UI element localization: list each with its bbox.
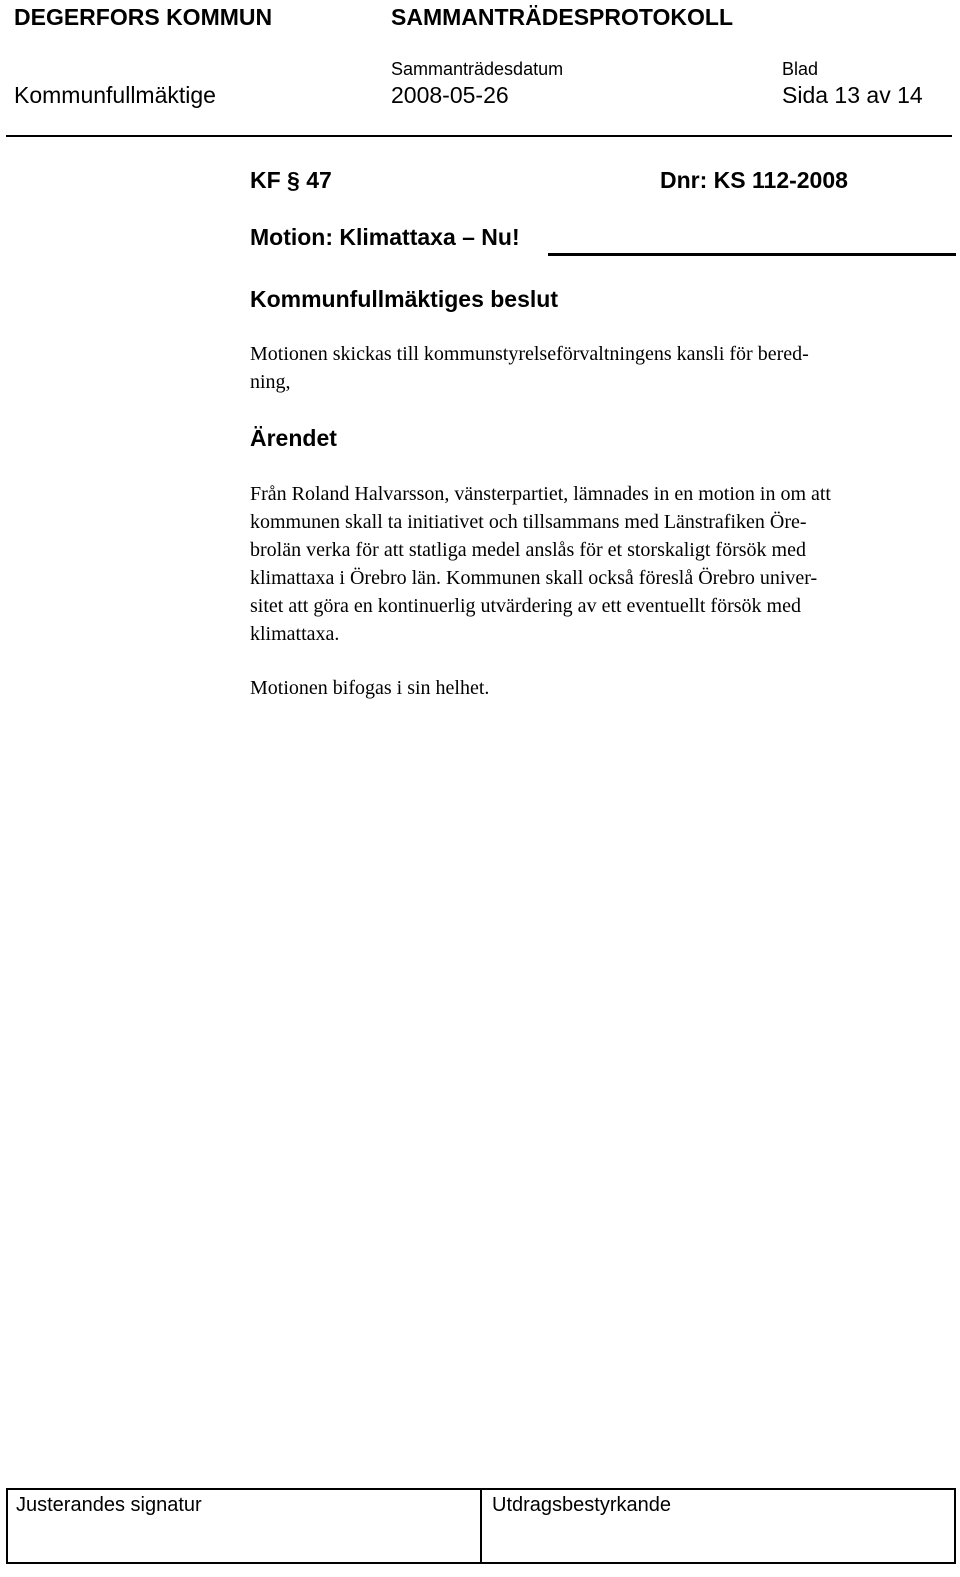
decision-text [250, 340, 952, 396]
meeting-date-label: Sammanträdesdatum [391, 59, 564, 79]
matter-line: sitet att göra en kontinuerlig utvärdering av ett eventuellt försök med [250, 595, 801, 617]
matter-line: klimattaxa. [250, 623, 340, 645]
attachment-note: Motionen bifogas i sin helhet. [250, 677, 490, 699]
matter-line: Från Roland Halvarsson, vänsterpartiet, lämnades in en motion in om att [250, 483, 831, 505]
sheet-label: Blad [782, 59, 819, 79]
assembly-name: Kommunfullmäktige [14, 82, 216, 108]
organization-name: DEGERFORS KOMMUN [14, 4, 273, 30]
decision-heading: Kommunfullmäktiges beslut [250, 286, 558, 312]
signature-label: Justerandes signatur [16, 1494, 202, 1516]
matter-heading: Ärendet [250, 425, 337, 451]
meeting-date: 2008-05-26 [391, 82, 509, 108]
matter-text [250, 480, 952, 648]
page-number: Sida 13 av 14 [782, 82, 923, 108]
certification-label: Utdragsbestyrkande [492, 1494, 671, 1516]
decision-line: ning, [250, 371, 291, 393]
case-title: Motion: Klimattaxa – Nu! [250, 224, 520, 250]
matter-line: klimattaxa i Örebro län. Kommunen skall också föreslå Örebro univer- [250, 567, 818, 589]
decision-line: Motionen skickas till kommunstyrelseförvaltningens kansli för bered- [250, 343, 809, 365]
header-divider [6, 135, 952, 137]
document-type: SAMMANTRÄDESPROTOKOLL [391, 4, 734, 30]
matter-line: brolän verka för att statliga medel anslås för et storskaligt försök med [250, 539, 806, 561]
signature-table [6, 1488, 956, 1564]
matter-line: kommunen skall ta initiativet och tillsammans med Länstrafiken Öre- [250, 511, 807, 533]
case-paragraph: KF § 47 [250, 167, 332, 193]
diary-number: Dnr: KS 112-2008 [660, 167, 848, 193]
signature-table-divider [480, 1490, 482, 1562]
title-rule [548, 253, 956, 256]
